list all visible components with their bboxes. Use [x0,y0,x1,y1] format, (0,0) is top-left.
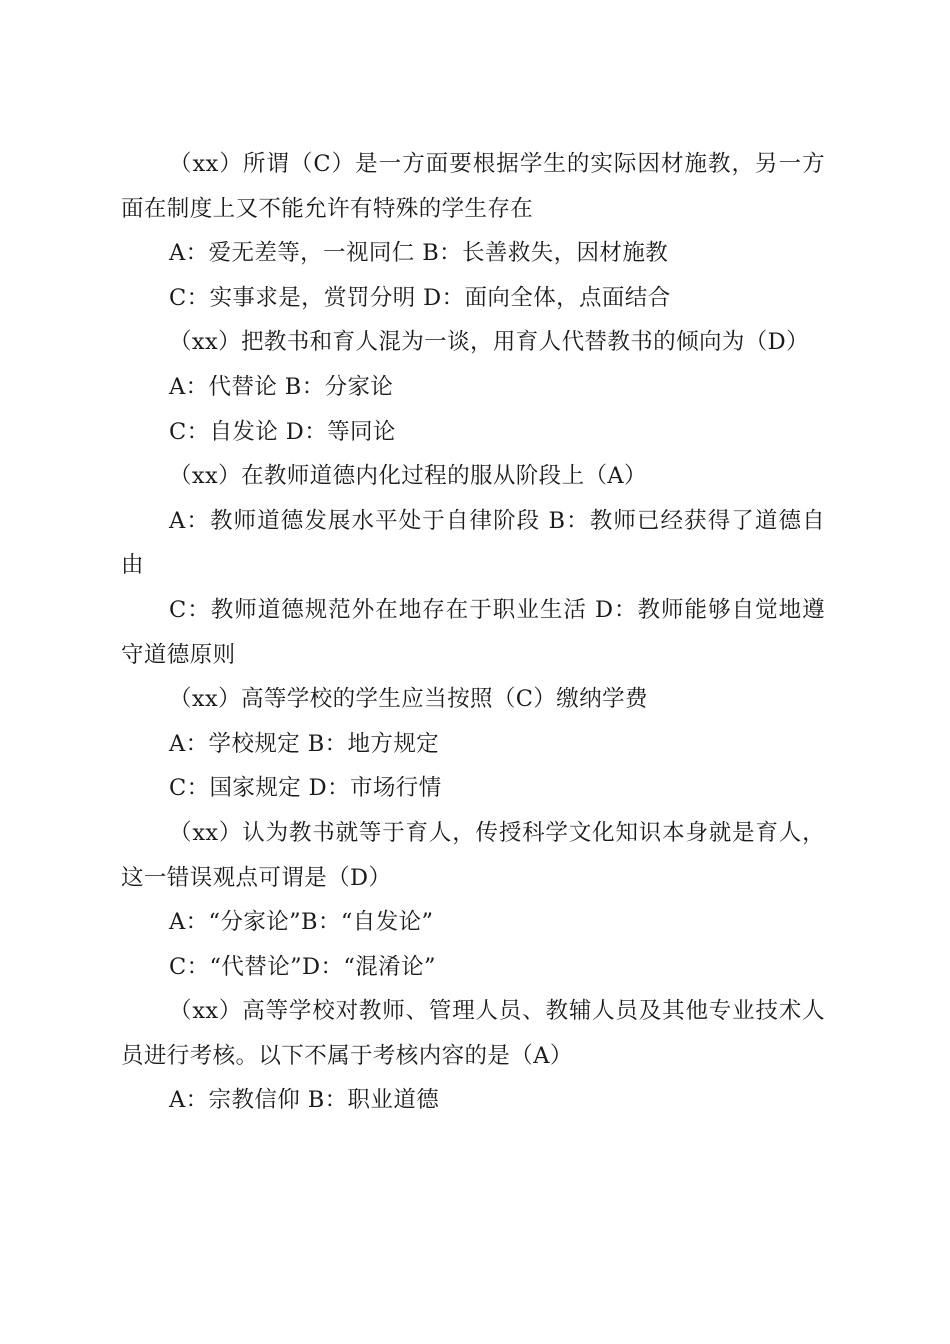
question-4-options-cd: C：国家规定 D：市场行情 [169,775,442,802]
question-4-options-ab: A：学校规定 B：地方规定 [169,730,440,757]
question-1-stem: （xx）所谓（C）是一方面要根据学生的实际因材施教，另一方面在制度上又不能允许有特殊的学生存在 [121,151,825,222]
question-5-stem: （xx）认为教书就等于育人，传授科学文化知识本身就是育人，这一错误观点可谓是（D） [121,819,825,891]
question-3-stem: （xx）在教师道德内化过程的服从阶段上（A） [169,463,647,490]
document-page [121,142,825,1123]
question-2-options-ab: A：代替论 B：分家论 [169,373,394,400]
question-2-stem: （xx）把教书和育人混为一谈，用育人代替教书的倾向为（D） [169,329,810,356]
question-1-options-cd: C：实事求是，赏罚分明 D：面向全体，点面结合 [169,284,671,311]
question-4-stem: （xx）高等学校的学生应当按照（C）缴纳学费 [169,686,648,713]
question-3-options-cd: C：教师道德规范外在地存在于职业生活 D：教师能够自觉地遵守道德原则 [121,596,825,668]
question-6-stem: （xx）高等学校对教师、管理人员、教辅人员及其他专业技术人员进行考核。以下不属于考核内容的是（A） [121,998,825,1069]
question-5-options-ab: A：“分家论”B：“自发论” [169,909,434,936]
question-1-options-ab: A：爱无差等，一视同仁 B：长善救失，因材施教 [169,240,669,267]
question-2-options-cd: C：自发论 D：等同论 [169,418,396,445]
question-3-options-ab: A：教师道德发展水平处于自律阶段 B：教师已经获得了道德自由 [121,507,825,579]
question-6-options-ab: A：宗教信仰 B：职业道德 [169,1087,440,1114]
question-5-options-cd: C：“代替论”D：“混淆论” [169,953,436,980]
